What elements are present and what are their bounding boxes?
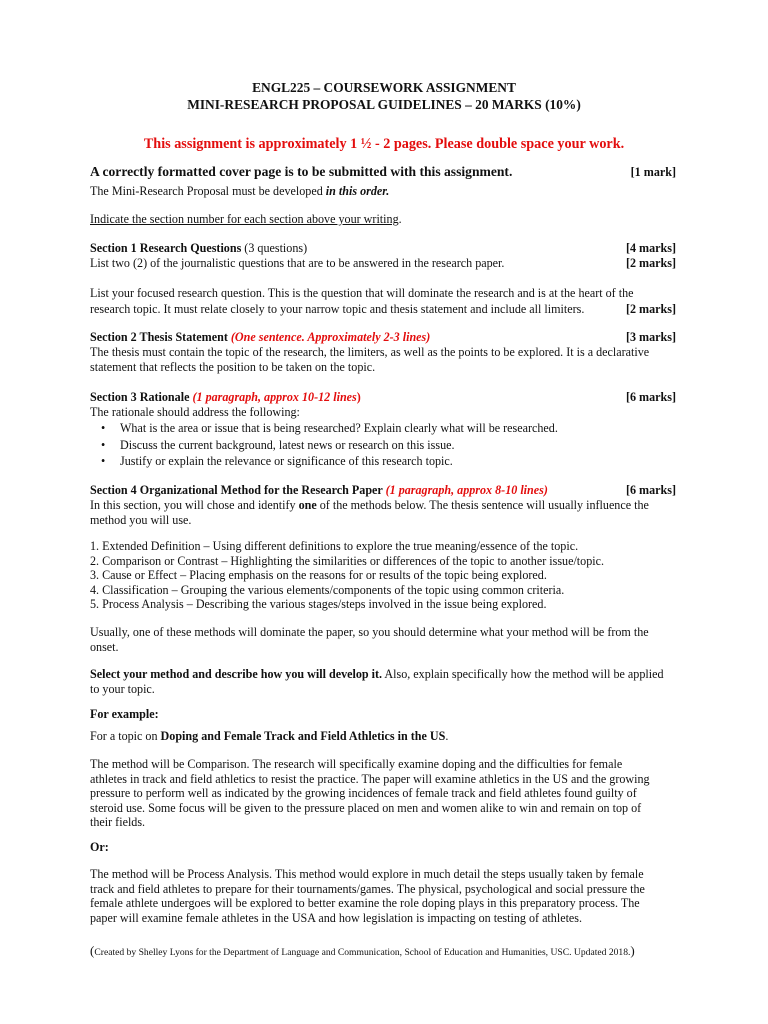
- select-method-line2: to your topic.: [90, 682, 155, 696]
- method-name: Extended Definition: [102, 539, 201, 553]
- section3-intro: The rationale should address the following:: [90, 405, 300, 419]
- section4-note: (1 paragraph, approx 8-10 lines): [385, 483, 548, 497]
- section1-focused-line1: List your focused research question. This is the question that will dominate the research and is at the heart of the: [90, 286, 634, 300]
- section1-questions-marks: [2 marks]: [625, 256, 676, 270]
- paragraph-line: pressure to perform well as indicated by the growing incidences of female track and field athletes found guilty of: [90, 786, 637, 800]
- method-item: [90, 539, 678, 554]
- cover-page-marks: [1 mark]: [630, 165, 676, 179]
- section4-intro-text-end: of the methods below. The thesis sentence will usually influence the: [316, 498, 649, 512]
- section2-title: Section 2 Thesis Statement: [90, 330, 231, 344]
- list-item: • Discuss the current background, latest news or research on this issue.: [90, 438, 678, 455]
- section1-note: (3 questions): [241, 241, 308, 255]
- method-name: Process Analysis: [102, 597, 184, 611]
- order-text: The Mini-Research Proposal must be developed: [90, 184, 326, 198]
- section3-note: (1 paragraph, approx 10-12 lines: [192, 390, 357, 404]
- method-desc: – Using different definitions to explore the true meaning/essence of the topic.: [200, 539, 579, 553]
- paragraph-line: female athlete undergoes will be explored to better examine the role doping plays in this preparatory process. The: [90, 896, 640, 910]
- paragraph-line: athletes in track and field athletics to resist the practice. The paper will examine athletics in the US and the growing: [90, 771, 650, 786]
- section1-focused-text: research topic. It must relate closely to your narrow topic and thesis statement and include all limiters.: [90, 302, 585, 316]
- or-heading: Or:: [90, 840, 109, 854]
- method-number: 5.: [90, 597, 103, 611]
- section3-heading: [90, 390, 678, 405]
- example-topic-pre: For a topic on: [90, 729, 161, 743]
- method-number: 1.: [90, 539, 103, 553]
- footer-credit: [90, 944, 678, 960]
- section1-marks: [4 marks]: [625, 241, 676, 255]
- section3-bullet-list: [90, 421, 678, 471]
- paragraph-line: The method will be Process Analysis. This method would explore in much detail the steps usually taken by female: [90, 867, 644, 881]
- order-emphasis: in this order.: [325, 184, 390, 198]
- section3-title: Section 3 Rationale: [90, 390, 193, 404]
- example1-paragraph: [90, 757, 678, 830]
- list-item: • Justify or explain the relevance or significance of this research topic.: [90, 454, 678, 471]
- section4-marks: [6 marks]: [625, 483, 676, 497]
- indicate-line: [90, 212, 678, 227]
- method-number: 4.: [90, 582, 103, 597]
- usually-line2: onset.: [90, 640, 119, 654]
- footer-close-paren: ): [630, 943, 635, 958]
- method-name: Comparison or Contrast: [102, 553, 219, 568]
- method-item: [90, 583, 678, 598]
- cover-page-text: A correctly formatted cover page is to be submitted with this assignment.: [90, 164, 513, 179]
- indicate-text: Indicate the section number for each section above your writing: [90, 212, 399, 226]
- section1-questions-text: List two (2) of the journalistic questions that are to be answered in the research paper.: [90, 256, 505, 270]
- section4-intro-one: one: [298, 498, 317, 512]
- method-desc: – Highlighting the similarities or differences of the topic to another issue/topic.: [218, 553, 605, 568]
- usually-line1: Usually, one of these methods will dominate the paper, so you should determine what your method will be from the: [90, 625, 649, 639]
- assignment-title: ENGL225 – COURSEWORK ASSIGNMENT: [252, 80, 516, 95]
- for-example-heading: For example:: [90, 707, 159, 721]
- method-name: Classification: [102, 582, 169, 597]
- section2-line2: statement that reflects the position to be taken on the topic.: [90, 360, 376, 374]
- select-method-bold: Select your method and describe how you will develop it.: [90, 667, 383, 681]
- section1-heading: [90, 241, 678, 256]
- indicate-period: .: [398, 212, 402, 226]
- paragraph-line: The method will be Comparison. The research will specifically examine doping and the difficulties for female: [90, 757, 623, 771]
- length-notice: This assignment is approximately 1 ½ - 2 pages. Please double space your work.: [143, 136, 625, 152]
- section2-heading: [90, 330, 678, 345]
- order-line: [90, 184, 678, 199]
- list-item: • What is the area or issue that is being researched? Explain clearly what will be researched.: [90, 421, 678, 438]
- section2-note: (One sentence. Approximately 2-3 lines): [230, 330, 431, 344]
- footer-open-paren: (: [90, 943, 95, 958]
- section3-note-close: ): [356, 390, 361, 404]
- section2-marks: [3 marks]: [625, 330, 676, 344]
- section4-intro-text: In this section, you will chose and identify: [90, 498, 299, 512]
- paragraph-line: their fields.: [90, 815, 146, 829]
- method-item: [90, 568, 678, 583]
- method-name: Cause or Effect: [102, 568, 178, 582]
- cover-page-line: [90, 164, 678, 180]
- select-method-line1: [90, 667, 678, 682]
- example2-paragraph: [90, 867, 678, 925]
- section3-marks: [6 marks]: [625, 390, 676, 404]
- methods-list: [90, 539, 678, 612]
- document-page: [90, 0, 678, 1024]
- section1-focused-marks: [2 marks]: [625, 302, 676, 316]
- method-desc: – Grouping the various elements/components of the topic using common criteria.: [168, 582, 565, 597]
- paragraph-line: steroid use. Some focus will be given to the pressure placed on men and women alike to win and remain on top of: [90, 800, 642, 815]
- paragraph-line: paper will examine female athletes in the USA and how legislation is impacting on testing of athletes.: [90, 910, 583, 925]
- method-desc: – Placing emphasis on the reasons for or results of the topic being explored.: [177, 568, 547, 582]
- select-method-rest: Also, explain specifically how the method will be applied: [382, 667, 664, 681]
- assignment-subtitle: MINI-RESEARCH PROPOSAL GUIDELINES – 20 MARKS (10%): [187, 97, 581, 112]
- paragraph-line: track and field athletes to prepare for their tournaments/games. The physical, psychological and social pressure the: [90, 881, 645, 896]
- section1-questions-line: [90, 256, 678, 271]
- example-topic-post: .: [445, 729, 449, 743]
- section4-intro-line1: [90, 498, 678, 513]
- example-topic-line: [90, 729, 678, 744]
- section4-intro-line2: method you will use.: [90, 513, 192, 527]
- footer-credit-text: Created by Shelley Lyons for the Department of Language and Communication, School of Education and Humanities, USC. Updated 2018.: [94, 947, 631, 958]
- method-item: [90, 597, 678, 612]
- section1-focused-line2: [90, 302, 678, 317]
- method-number: 2.: [90, 553, 103, 568]
- section2-line1: The thesis must contain the topic of the research, the limiters, as well as the points to be explored. It is a declarative: [90, 345, 650, 359]
- method-number: 3.: [90, 568, 103, 582]
- method-desc: – Describing the various stages/steps involved in the issue being explored.: [183, 597, 547, 611]
- section1-title: Section 1 Research Questions: [90, 241, 242, 255]
- section4-title: Section 4 Organizational Method for the Research Paper: [90, 483, 386, 497]
- method-item: [90, 554, 678, 569]
- section4-heading: [90, 483, 678, 498]
- example-topic-title: Doping and Female Track and Field Athletics in the US: [160, 729, 446, 743]
